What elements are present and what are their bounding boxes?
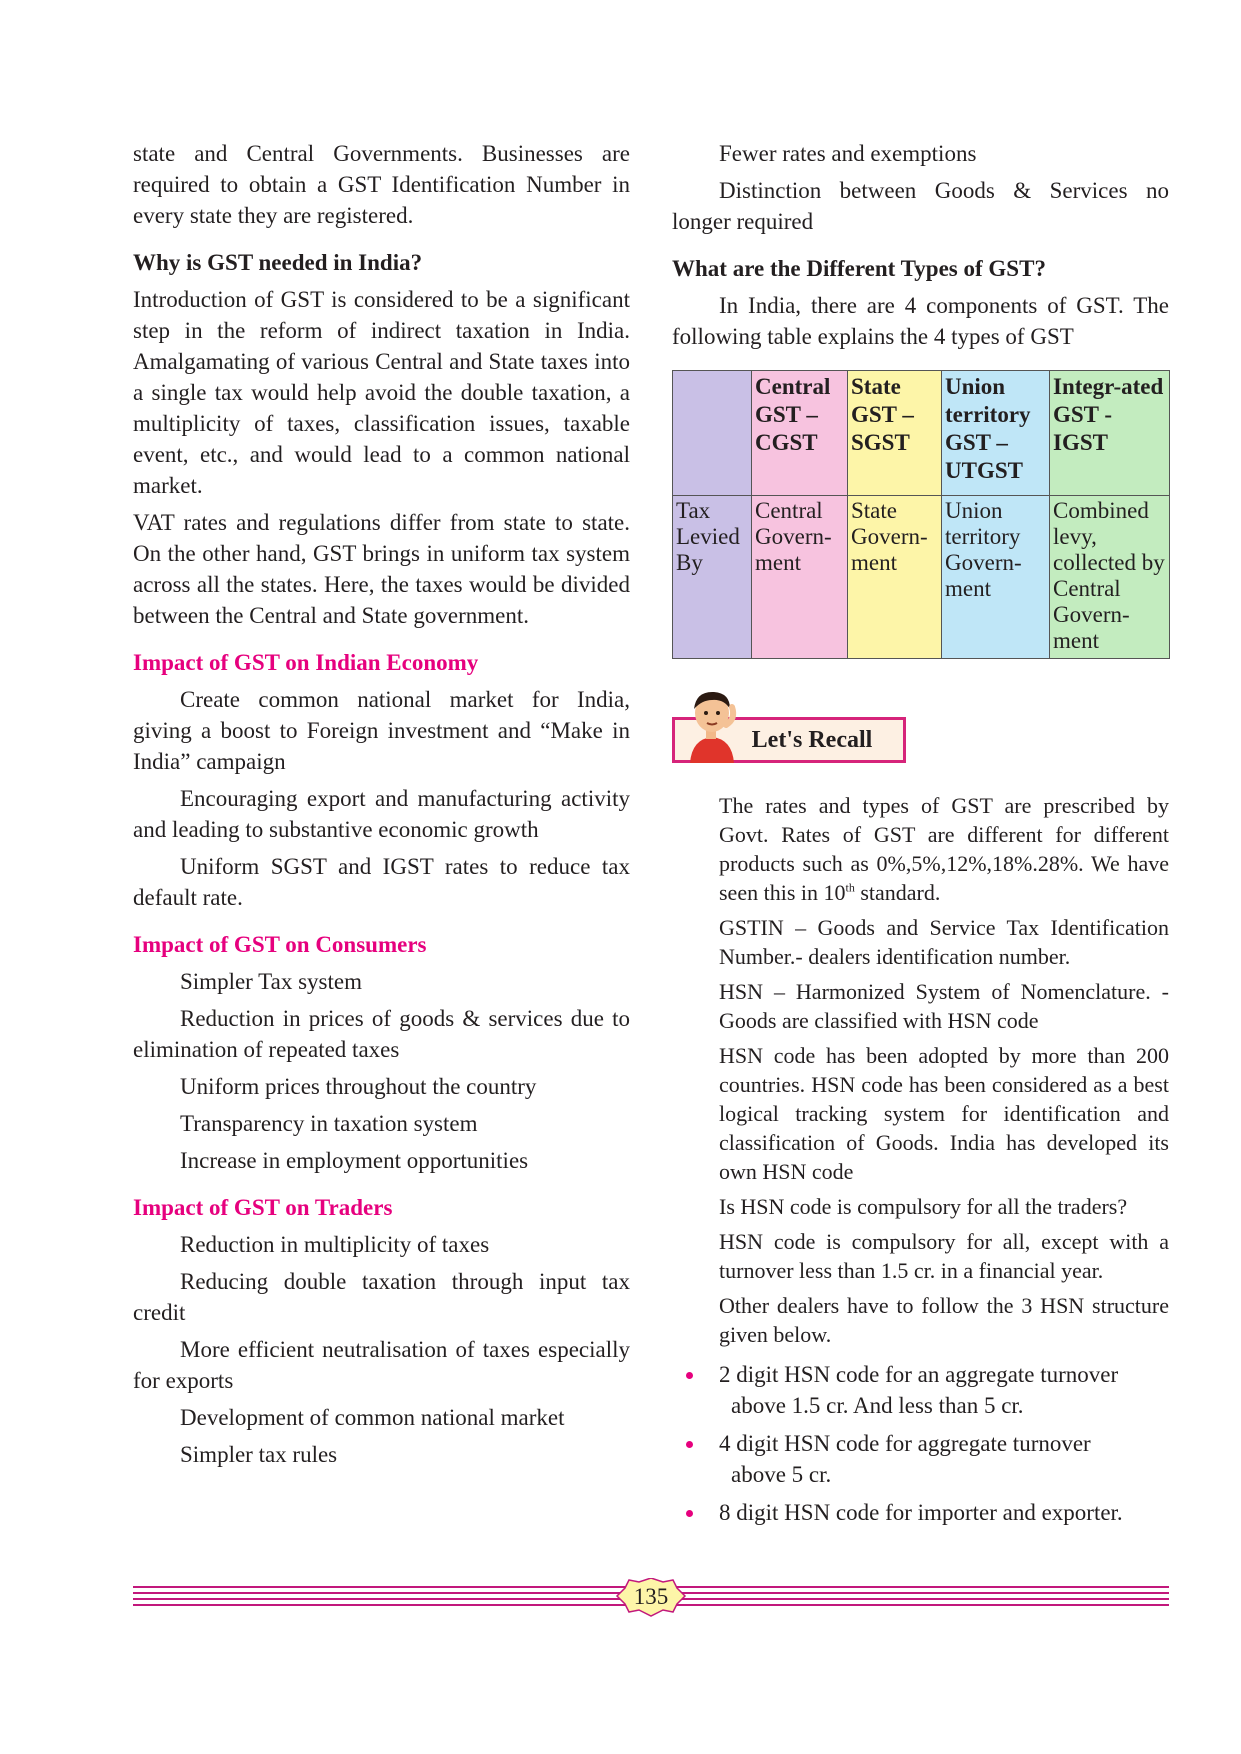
why-gst-paragraph-2: VAT rates and regulations differ from state to state. On the other hand, GST brings in uniform tax system across all the states. Here, the taxes would be divided between the Central and State government. xyxy=(133,510,630,628)
recall-paragraph xyxy=(719,791,1169,907)
bullet-icon xyxy=(686,1510,693,1517)
table-header-cell xyxy=(673,371,752,496)
gst-types-table xyxy=(672,370,1170,659)
thinking-boy-icon xyxy=(676,685,748,769)
traders-item: Reducing double taxation through input tax credit xyxy=(133,1269,630,1325)
page-footer xyxy=(133,1578,1169,1618)
recall-title: Let's Recall xyxy=(751,726,873,753)
intro-paragraph: state and Central Governments. Businesses are required to obtain a GST Identification Number in every state they are registered. xyxy=(133,141,630,228)
list-item xyxy=(719,1497,1169,1528)
consumers-item: Transparency in taxation system xyxy=(180,1111,478,1136)
bullet-text: above 1.5 cr. And less than 5 cr. xyxy=(731,1393,1024,1418)
hsn-bullet-list xyxy=(672,1359,1169,1528)
recall-text: standard. xyxy=(854,880,941,905)
lets-recall-banner xyxy=(672,685,1169,791)
recall-text: The rates and types of GST are prescribed by Govt. Rates of GST are different for different products such as 0%,5%,12%,18%.28%. We have seen this in 10 xyxy=(719,793,1169,905)
bullet-text: 8 digit HSN code for importer and exporter. xyxy=(719,1500,1123,1525)
consumers-item: Reduction in prices of goods & services due to elimination of repeated taxes xyxy=(133,1006,630,1062)
table-header-cell: Central GST – CGST xyxy=(752,371,848,496)
table-cell: Combined levy, collected by Central Govern-ment xyxy=(1050,496,1170,659)
consumers-heading: Impact of GST on Consumers xyxy=(133,932,427,957)
benefit-item: Fewer rates and exemptions xyxy=(719,141,977,166)
benefit-item: Distinction between Goods & Services no longer required xyxy=(672,178,1169,234)
table-row xyxy=(673,496,1170,659)
table-cell: Union territory Govern-ment xyxy=(942,496,1050,659)
recall-paragraph: GSTIN – Goods and Service Tax Identification Number.- dealers identification number. xyxy=(719,915,1169,969)
list-item xyxy=(719,1428,1169,1490)
superscript: th xyxy=(845,880,855,895)
economy-heading: Impact of GST on Indian Economy xyxy=(133,650,479,675)
recall-paragraph: HSN code has been adopted by more than 200 countries. HSN code has been considered as a best logical tracking system for identification and classification of Goods. India has developed its own HSN code xyxy=(719,1043,1169,1184)
economy-item: Create common national market for India, giving a boost to Foreign investment and “Make in India” campaign xyxy=(133,687,630,774)
traders-item: More efficient neutralisation of taxes especially for exports xyxy=(133,1337,630,1393)
table-cell: Central Govern-ment xyxy=(752,496,848,659)
recall-paragraph: HSN – Harmonized System of Nomenclature. - Goods are classified with HSN code xyxy=(719,979,1169,1033)
recall-paragraph: HSN code is compulsory for all, except with a turnover less than 1.5 cr. in a financial year. xyxy=(719,1229,1169,1283)
bullet-text: 4 digit HSN code for aggregate turnover xyxy=(719,1431,1091,1456)
table-row-label: Tax Levied By xyxy=(673,496,752,659)
types-heading: What are the Different Types of GST? xyxy=(672,256,1046,281)
bullet-text: above 5 cr. xyxy=(731,1462,832,1487)
why-gst-paragraph-1: Introduction of GST is considered to be a significant step in the reform of indirect taxation in India. Amalgamating of various Central and State taxes into a single tax would help avoid the double taxation, a multiplicity of taxes, classification issues, taxable event, etc., and would lead to a common national market. xyxy=(133,287,630,498)
page-number: 135 xyxy=(633,1584,669,1609)
economy-item: Encouraging export and manufacturing activity and leading to substantive economic growth xyxy=(133,786,630,842)
consumers-item: Simpler Tax system xyxy=(180,969,362,994)
bullet-text: 2 digit HSN code for an aggregate turnover xyxy=(719,1362,1119,1387)
recall-paragraph: Is HSN code is compulsory for all the traders? xyxy=(719,1194,1128,1219)
economy-item: Uniform SGST and IGST rates to reduce tax default rate. xyxy=(133,854,630,910)
left-column xyxy=(133,138,630,1470)
traders-item: Development of common national market xyxy=(180,1405,565,1430)
consumers-item: Uniform prices throughout the country xyxy=(180,1074,537,1099)
traders-item: Reduction in multiplicity of taxes xyxy=(180,1232,490,1257)
right-column xyxy=(672,138,1169,1535)
table-header-cell: Integr-ated GST - IGST xyxy=(1050,371,1170,496)
types-paragraph: In India, there are 4 components of GST. The following table explains the 4 types of GST xyxy=(672,293,1169,349)
traders-heading: Impact of GST on Traders xyxy=(133,1195,393,1220)
recall-body xyxy=(719,791,1169,1349)
bullet-icon xyxy=(686,1372,693,1379)
consumers-item: Increase in employment opportunities xyxy=(180,1148,529,1173)
list-item xyxy=(719,1359,1169,1421)
table-header-cell: Union territory GST – UTGST xyxy=(942,371,1050,496)
table-header-row xyxy=(673,371,1170,496)
table-cell: State Govern-ment xyxy=(848,496,942,659)
table-header-cell: State GST – SGST xyxy=(848,371,942,496)
recall-paragraph: Other dealers have to follow the 3 HSN structure given below. xyxy=(719,1293,1169,1347)
bullet-icon xyxy=(686,1441,693,1448)
why-gst-heading: Why is GST needed in India? xyxy=(133,250,423,275)
traders-item: Simpler tax rules xyxy=(180,1442,338,1467)
